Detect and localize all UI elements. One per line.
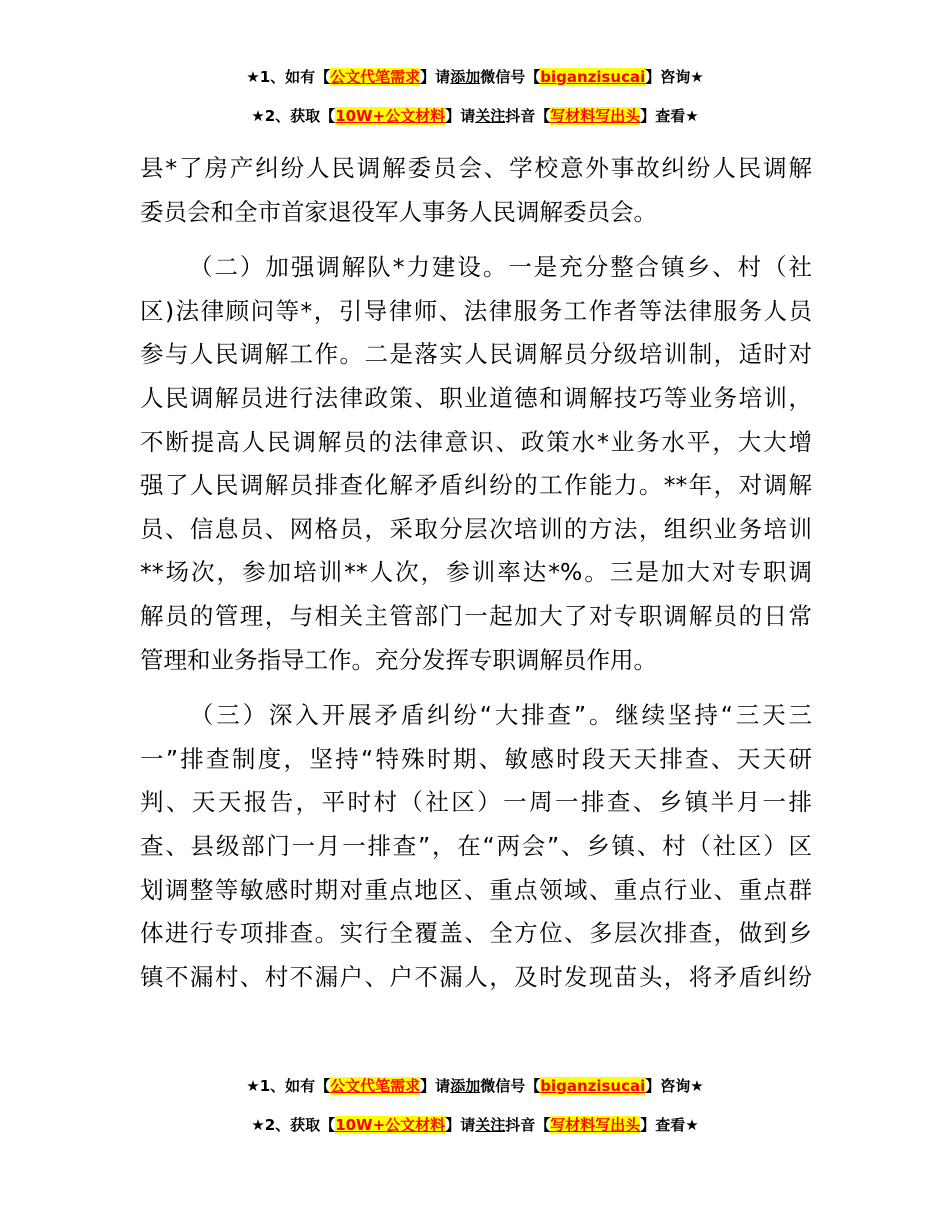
notice-text: 微信号【 (480, 1077, 541, 1095)
text-line: 镇不漏村、村不漏户、户不漏人，及时发现苗头，将矛盾纠纷 (140, 962, 812, 991)
text-line: 强了人民调解员排查化解矛盾纠纷的工作能力。**年，对调解 (140, 471, 812, 500)
document-body (140, 147, 812, 999)
notice-text: ★2、获取【 (251, 1116, 336, 1134)
wechat-id-highlight: biganzisucai (540, 1077, 646, 1095)
notice-text: 抖音【 (505, 107, 551, 125)
notice-highlight: 10W+公文材料 (335, 107, 446, 125)
notice-underline: 关注 (475, 107, 506, 125)
text-line: 不断提高人民调解员的法律意识、政策水*业务水平，大大增 (140, 427, 812, 456)
notice-text: 】请 (445, 107, 476, 125)
notice-underline: 关注 (475, 1116, 506, 1134)
text-line: 解员的管理，与相关主管部门一起加大了对专职调解员的日常 (140, 601, 812, 630)
text-line: 划调整等敏感时期对重点地区、重点领域、重点行业、重点群 (140, 875, 812, 904)
notice-text: 微信号【 (480, 68, 541, 86)
header-notice-line-2 (0, 105, 950, 127)
notice-text: ★1、如有【 (246, 68, 331, 86)
text-line: 一”排查制度，坚持“特殊时期、敏感时段天天排查、天天研 (140, 744, 812, 773)
notice-highlight: 10W+公文材料 (335, 1116, 446, 1134)
notice-text: 抖音【 (505, 1116, 551, 1134)
notice-text: 】查看★ (640, 1116, 699, 1134)
text-line: **场次，参加培训**人次，参训率达*%。三是加大对专职调 (140, 558, 812, 587)
text-line: （二）加强调解队*力建设。一是充分整合镇乡、村（社 (187, 253, 812, 282)
text-line: 参与人民调解工作。二是落实人民调解员分级培训制，适时对 (140, 340, 812, 369)
text-line: 判、天天报告，平时村（社区）一周一排查、乡镇半月一排 (140, 788, 812, 817)
text-line: 区)法律顾问等*，引导律师、法律服务工作者等法律服务人员 (140, 296, 812, 325)
text-line: 人民调解员进行法律政策、职业道德和调解技巧等业务培训， (140, 383, 812, 412)
notice-text: 】咨询★ (645, 68, 704, 86)
text-line: 体进行专项排查。实行全覆盖、全方位、多层次排查，做到乡 (140, 919, 812, 948)
douyin-id-highlight: 写材料写出头 (550, 107, 641, 125)
notice-text: 】请 (445, 1116, 476, 1134)
text-line: （三）深入开展矛盾纠纷“大排查”。继续坚持“三天三 (187, 701, 812, 730)
text-line: 查、县级部门一月一排查”，在“两会”、乡镇、村（社区）区 (140, 831, 812, 860)
douyin-id-highlight: 写材料写出头 (550, 1116, 641, 1134)
text-line: 管理和业务指导工作。充分发挥专职调解员作用。 (140, 645, 657, 674)
notice-text: ★1、如有【 (246, 1077, 331, 1095)
notice-text: 】请 (420, 1077, 451, 1095)
notice-highlight: 公文代笔需求 (330, 1077, 421, 1095)
text-line: 委员会和全市首家退役军人事务人民调解委员会。 (140, 197, 657, 226)
text-line: 县*了房产纠纷人民调解委员会、学校意外事故纠纷人民调解 (140, 154, 812, 182)
notice-text: ★2、获取【 (251, 107, 336, 125)
text-line: 员、信息员、网格员，采取分层次培训的方法，组织业务培训 (140, 514, 812, 543)
wechat-id-highlight: biganzisucai (540, 68, 646, 86)
notice-text: 】咨询★ (645, 1077, 704, 1095)
notice-underline: 添加 (450, 68, 481, 86)
notice-underline: 添加 (450, 1077, 481, 1095)
footer-notice-line-2 (0, 1114, 950, 1136)
notice-text: 】请 (420, 68, 451, 86)
notice-text: 】查看★ (640, 107, 699, 125)
header-notice-line-1 (0, 66, 950, 88)
footer-notice-line-1 (0, 1075, 950, 1097)
notice-highlight: 公文代笔需求 (330, 68, 421, 86)
